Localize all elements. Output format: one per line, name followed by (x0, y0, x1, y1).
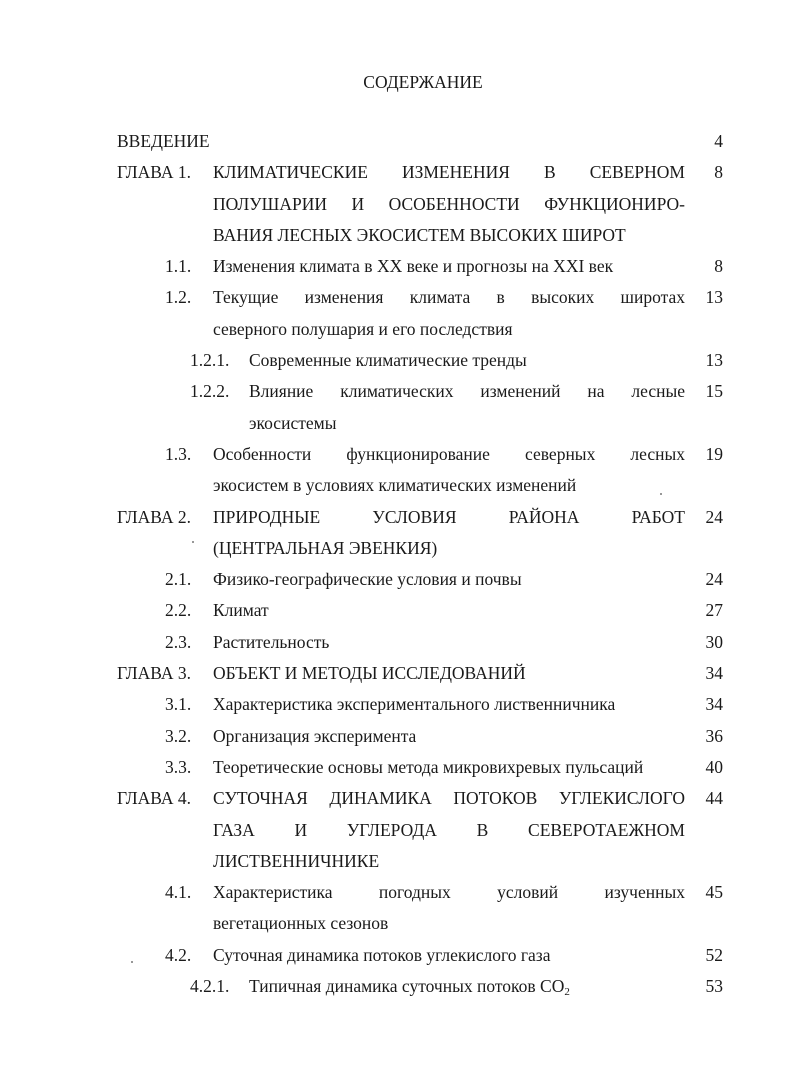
toc-entry-title (213, 502, 685, 533)
toc-entry (0, 282, 796, 313)
scan-speck (660, 493, 662, 495)
toc-page-number: 13 (705, 350, 723, 371)
toc-entry-text: Характеристика экспериментального лиственничника (213, 694, 616, 715)
toc-entry-title (213, 157, 685, 188)
toc-entry-title (213, 251, 685, 282)
toc-entry (0, 658, 796, 689)
toc-entry-number: 4.1. (165, 882, 192, 903)
toc-page-number: 8 (714, 256, 723, 277)
toc-entry-text: Растительность (213, 631, 330, 652)
toc-entry-title (213, 815, 685, 846)
toc-entry-text: вегетационных сезонов (213, 913, 389, 934)
toc-entry-title (213, 721, 685, 752)
toc-entry-title (213, 658, 685, 689)
toc-entry-text: Влияние климатических изменений на лесные (249, 381, 685, 402)
toc-page-number: 8 (714, 162, 723, 183)
toc-entry (0, 157, 796, 188)
toc-page-number: 53 (705, 976, 723, 997)
toc-entry-continuation (0, 533, 796, 564)
toc-entry-title (249, 408, 685, 439)
toc-entry-text: экосистем в условиях климатических изменений (213, 475, 577, 496)
toc-entry-title (249, 971, 685, 1002)
toc-entry-text: КЛИМАТИЧЕСКИЕ ИЗМЕНЕНИЯ В СЕВЕРНОМ (213, 162, 685, 183)
toc-page-number: 45 (705, 882, 723, 903)
toc-entry (0, 783, 796, 814)
toc-entry-title (213, 189, 685, 220)
toc-page-number: 40 (705, 756, 723, 777)
toc-entry-title (213, 940, 685, 971)
toc-page-number: 4 (714, 131, 723, 151)
toc-entry-title (213, 877, 685, 908)
toc-entry-number: 4.2. (165, 944, 192, 965)
scan-speck (192, 541, 194, 543)
toc-entry-number: 1.1. (165, 256, 192, 277)
toc-entry-number: 1.2.2. (190, 381, 230, 402)
toc-entry-title (213, 439, 685, 470)
toc-entry (0, 689, 796, 720)
toc-page-number: 24 (705, 506, 723, 527)
page-title: СОДЕРЖАНИЕ (363, 72, 483, 92)
toc-entry-text: (ЦЕНТРАЛЬНАЯ ЭВЕНКИЯ) (213, 537, 438, 558)
toc-entry-number: 3.3. (165, 756, 192, 777)
toc-entry (0, 971, 796, 1002)
toc-entry-title (213, 282, 685, 313)
toc-entry-title (117, 126, 685, 157)
toc-entry-continuation (0, 470, 796, 501)
scan-speck (131, 961, 133, 963)
toc-entry-number: 1.2.1. (190, 350, 230, 371)
toc-entry-title (213, 314, 685, 345)
toc-entry-number: 2.2. (165, 600, 192, 621)
toc-entry-number: 1.3. (165, 443, 192, 464)
toc-entry-title (213, 908, 685, 939)
toc-page-number: 27 (705, 600, 723, 621)
toc-entry-number: ГЛАВА 2. (117, 506, 192, 527)
toc-entry (0, 251, 796, 282)
toc-entry-text: Теоретические основы метода микровихревых пульсаций (213, 756, 644, 777)
toc-entry-title (213, 595, 685, 626)
toc-entry-title (213, 533, 685, 564)
toc-entry-text: ГАЗА И УГЛЕРОДА В СЕВЕРОТАЕЖНОМ (213, 819, 685, 840)
toc-entry-continuation (0, 314, 796, 345)
toc-entry-text: Изменения климата в XX веке и прогнозы на XXI век (213, 256, 614, 277)
toc-entry-number: 3.1. (165, 694, 192, 715)
toc-entry (0, 345, 796, 376)
toc-entry-text: ВВЕДЕНИЕ (117, 131, 210, 151)
toc-entry-number: 2.3. (165, 631, 192, 652)
toc-entry-text: Современные климатические тренды (249, 350, 527, 371)
toc-entry-title (213, 689, 685, 720)
toc-entry-number: ГЛАВА 1. (117, 162, 192, 183)
toc-entry (0, 439, 796, 470)
toc-entry-title (249, 376, 685, 407)
toc-entry-title (213, 752, 685, 783)
toc-entry-continuation (0, 815, 796, 846)
toc-entry-text: СУТОЧНАЯ ДИНАМИКА ПОТОКОВ УГЛЕКИСЛОГО (213, 788, 685, 809)
toc-entry-continuation (0, 908, 796, 939)
toc-entry-text: ОБЪЕКТ И МЕТОДЫ ИССЛЕДОВАНИЙ (213, 663, 526, 684)
toc-entry-number: 4.2.1. (190, 976, 230, 997)
toc-entry (0, 940, 796, 971)
toc-entry-continuation (0, 220, 796, 251)
toc-entry (0, 721, 796, 752)
toc-page-number: 13 (705, 287, 723, 308)
toc-entry-title (249, 345, 685, 376)
toc-entry-title (213, 470, 685, 501)
toc-entry-text: экосистемы (249, 412, 337, 433)
toc-page-number: 34 (705, 694, 723, 715)
toc-entry (0, 376, 796, 407)
toc-page-number: 34 (705, 663, 723, 684)
toc-page-number: 30 (705, 631, 723, 652)
toc-entry-continuation (0, 846, 796, 877)
toc-entry-text: Характеристика погодных условий изученных (213, 882, 685, 903)
toc-entry-title (213, 220, 685, 251)
toc-page-number: 19 (705, 443, 723, 464)
toc-entry-number: 3.2. (165, 725, 192, 746)
toc-entry-text: Особенности функционирование северных лесных (213, 443, 685, 464)
toc-entry-text: Климат (213, 600, 269, 621)
toc-entry-text: ВАНИЯ ЛЕСНЫХ ЭКОСИСТЕМ ВЫСОКИХ ШИРОТ (213, 224, 626, 245)
toc-page-number: 44 (705, 788, 723, 809)
toc-page-number: 24 (705, 569, 723, 590)
toc-entry-text: Типичная динамика суточных потоков CO (249, 976, 565, 997)
toc-entry-number: ГЛАВА 4. (117, 788, 192, 809)
toc-entry-number: 2.1. (165, 569, 192, 590)
toc-entry (0, 627, 796, 658)
toc-page-number: 36 (705, 725, 723, 746)
toc-entry (0, 502, 796, 533)
toc-entry-text: Текущие изменения климата в высоких широтах (213, 287, 685, 308)
toc-entry-text: ЛИСТВЕННИЧНИКЕ (213, 850, 380, 871)
table-of-contents (0, 126, 796, 1002)
toc-entry-number: ГЛАВА 3. (117, 663, 192, 684)
toc-entry-text: Физико-географические условия и почвы (213, 569, 522, 590)
toc-entry-text: северного полушария и его последствия (213, 318, 513, 339)
toc-page-number: 15 (705, 381, 723, 402)
toc-entry-title (213, 783, 685, 814)
toc-entry (0, 595, 796, 626)
toc-entry (0, 564, 796, 595)
toc-entry-text: ПОЛУШАРИИ И ОСОБЕННОСТИ ФУНКЦИОНИРО- (213, 193, 685, 214)
toc-entry-title (213, 627, 685, 658)
toc-entry-text: Организация эксперимента (213, 725, 417, 746)
toc-entry-text: ПРИРОДНЫЕ УСЛОВИЯ РАЙОНА РАБОТ (213, 506, 685, 527)
toc-entry-title (213, 564, 685, 595)
toc-entry-continuation (0, 189, 796, 220)
toc-page-number: 52 (705, 944, 723, 965)
toc-entry-number: 1.2. (165, 287, 192, 308)
toc-entry (0, 126, 796, 157)
subscript: 2 (564, 986, 570, 999)
toc-entry-continuation (0, 408, 796, 439)
toc-entry-title (213, 846, 685, 877)
toc-entry-text: Суточная динамика потоков углекислого газа (213, 944, 551, 965)
toc-entry (0, 877, 796, 908)
toc-entry (0, 752, 796, 783)
